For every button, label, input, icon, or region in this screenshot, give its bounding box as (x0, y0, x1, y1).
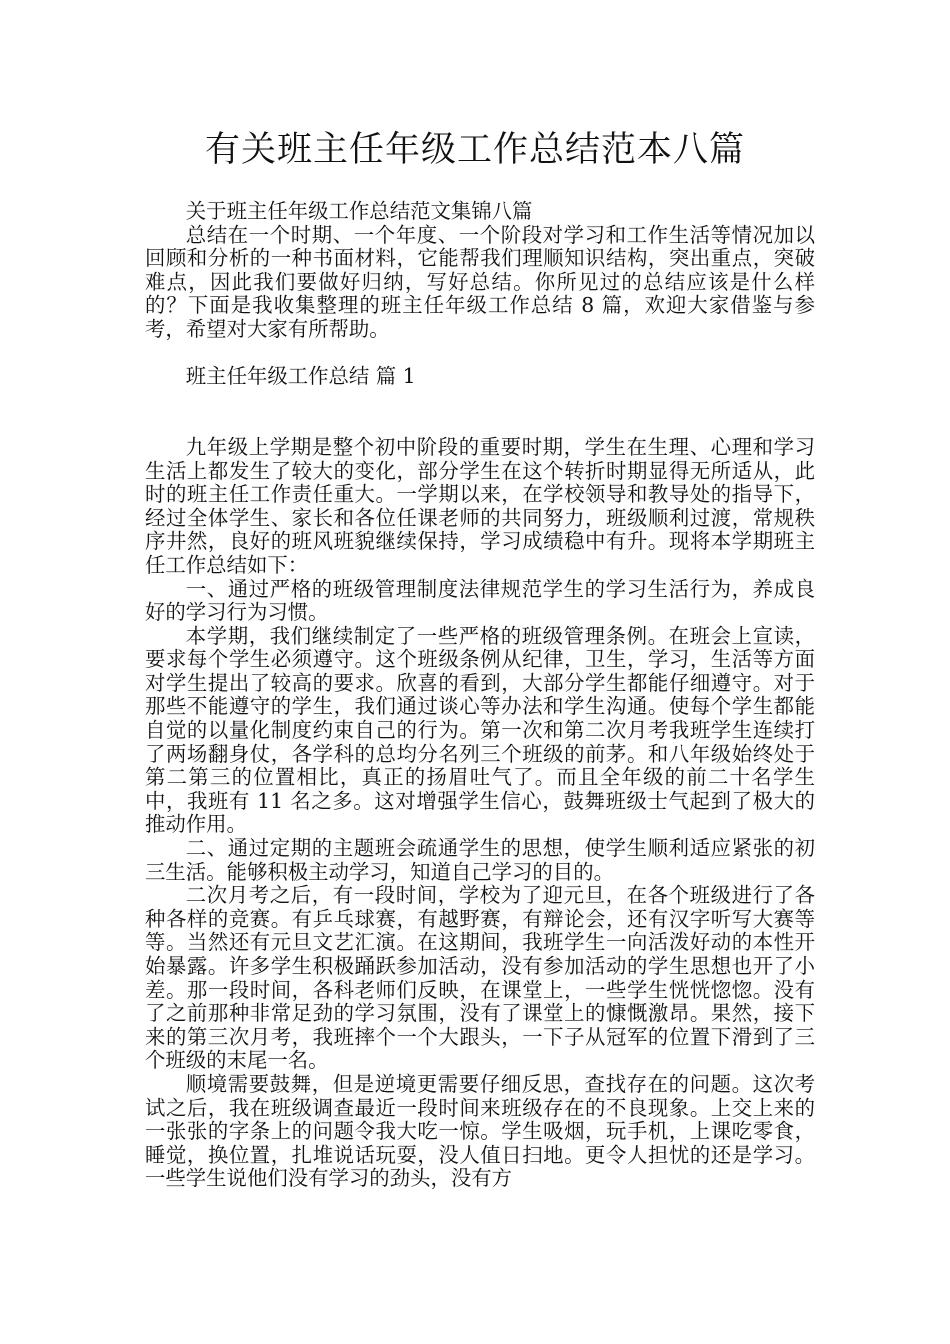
body-paragraph: 二次月考之后，有一段时间，学校为了迎元旦，在各个班级进行了各种各样的竞赛。有乒乓球赛，有越野赛，有辩论会，还有汉字听写大赛等等。当然还有元旦文艺汇演。在这期间，我班学生一向活泼好动的本性开始暴露。许多学生积极踊跃参加活动，没有参加活动的学生思想也开了小差。那一段时间，各科老师们反映，在课堂上，一些学生恍恍惚惚。没有了之前那种非常足劲的学习氛围，没有了课堂上的慷慨激昂。果然，接下来的第三次月考，我班摔个一个大跟头，一下子从冠军的位置下滑到了三个班级的末尾一名。 (145, 883, 815, 1073)
document-body (145, 200, 815, 1191)
body-paragraph: 一、通过严格的班级管理制度法律规范学生的学习生活行为，养成良好的学习行为习惯。 (145, 576, 815, 625)
document-subtitle: 关于班主任年级工作总结范文集锦八篇 (185, 199, 533, 223)
body-paragraph: 顺境需要鼓舞，但是逆境更需要仔细反思，查找存在的问题。这次考试之后，我在班级调查最近一段时间来班级存在的不良现象。上交上来的一张张的字条上的问题令我大吃一惊。学生吸烟，玩手机，上课吃零食，睡觉，换位置，扎堆说话玩耍，没人值日扫地。更令人担忧的还是学习。一些学生说他们没有学习的劲头，没有方 (145, 1071, 815, 1191)
paragraph-gap (145, 412, 815, 436)
paragraph-gap (145, 342, 815, 366)
body-paragraph: 九年级上学期是整个初中阶段的重要时期，学生在生理、心理和学习生活上都发生了较大的变化，部分学生在这个转折时期显得无所适从，此时的班主任工作责任重大。一学期以来，在学校领导和教导处的指导下，经过全体学生、家长和各位任课老师的共同努力，班级顺利过渡，常规秩序井然，良好的班风班貌继续保持，学习成绩稳中有升。现将本学期班主任工作总结如下： (145, 434, 815, 577)
document-title: 有关班主任年级工作总结范本八篇 (204, 130, 745, 170)
paragraph-gap (145, 389, 815, 413)
intro-paragraph: 总结在一个时期、一个年度、一个阶段对学习和工作生活等情况加以回顾和分析的一种书面材料，它能帮我们理顺知识结构，突出重点，突破难点，因此我们要做好归纳，写好总结。你所见过的总结应该是什么样的？下面是我收集整理的班主任年级工作总结 8 篇，欢迎大家借鉴与参考，希望对大家有所帮助。 (145, 222, 815, 341)
body-paragraph: 本学期，我们继续制定了一些严格的班级管理条例。在班会上宣读，要求每个学生必须遵守。这个班级条例从纪律，卫生，学习，生活等方面对学生提出了较高的要求。欣喜的看到，大部分学生都能仔细遵守。对于那些不能遵守的学生，我们通过谈心等办法和学生沟通。使每个学生都能自觉的以量化制度约束自己的行为。第一次和第二次月考我班学生连续打了两场翻身仗，各学科的总均分名列三个班级的前茅。和八年级始终处于第二第三的位置相比，真正的扬眉吐气了。而且全年级的前二十名学生中，我班有 11 名之多。这对增强学生信心，鼓舞班级士气起到了极大的推动作用。 (145, 623, 815, 837)
section-heading: 班主任年级工作总结 篇 1 (185, 364, 416, 389)
body-paragraph: 二、通过定期的主题班会疏通学生的思想，使学生顺利适应紧张的初三生活。能够积极主动学习，知道自己学习的目的。 (145, 836, 815, 884)
